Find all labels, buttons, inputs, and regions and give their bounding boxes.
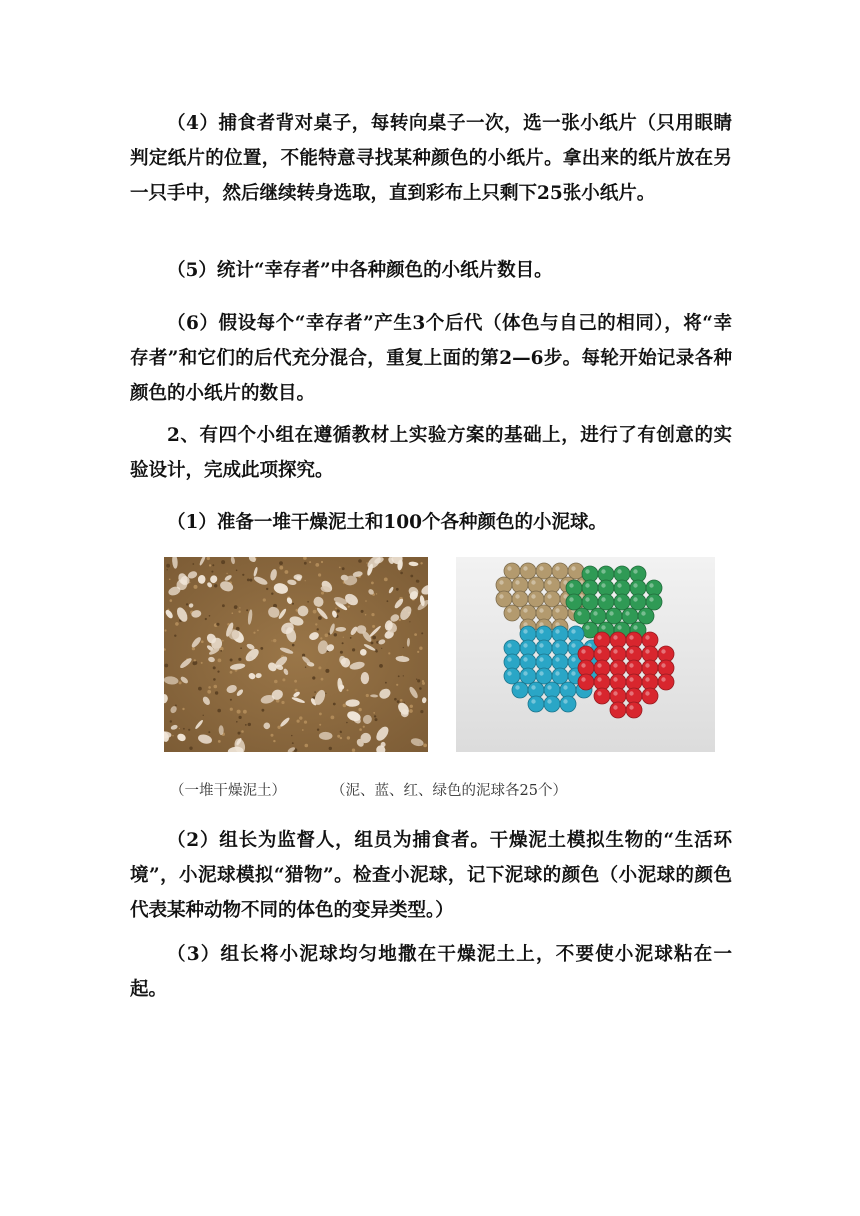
clay-ball [504,654,520,670]
clay-ball [536,626,552,642]
clay-ball [614,566,630,582]
clay-ball [646,594,662,610]
clay-balls-photo [456,557,715,752]
clay-ball [594,646,610,662]
clay-ball [560,682,576,698]
clay-ball [504,640,520,656]
clay-ball [606,608,622,624]
clay-ball [598,594,614,610]
clay-ball [610,702,626,718]
clay-ball [658,646,674,662]
paragraph-step-6: （6）假设每个“幸存者”产生3个后代（体色与自己的相同），将“幸存者”和它们的后代充分混合，重复上面的第2—6步。每轮开始记录各种颜色的小纸片的数目。 [130,313,732,404]
paragraph-prep-step-2: （2）组长为监督人，组员为捕食者。干燥泥土模拟生物的“生活环境”，小泥球模拟“猎物”。检查小泥球，记下泥球的颜色（小泥球的颜色代表某种动物不同的体色的变异类型。） [130,830,732,921]
dry-soil-photo [164,557,428,752]
clay-ball [544,696,560,712]
clay-ball [552,605,568,621]
clay-ball [626,702,642,718]
clay-ball [594,632,610,648]
clay-ball [520,626,536,642]
clay-ball [536,654,552,670]
clay-ball [626,674,642,690]
clay-ball [528,682,544,698]
clay-ball [582,594,598,610]
clay-ball [504,563,520,579]
clay-ball [528,591,544,607]
clay-ball [590,608,606,624]
clay-ball [504,668,520,684]
clay-ball [512,682,528,698]
clay-ball [544,591,560,607]
clay-ball [582,566,598,582]
clay-ball [642,688,658,704]
clay-ball [560,696,576,712]
clay-ball [578,660,594,676]
clay-ball [536,640,552,656]
clay-ball [642,660,658,676]
clay-ball [614,580,630,596]
clay-ball [496,591,512,607]
dry-soil-caption: （一堆干燥泥土） [170,783,286,799]
clay-ball [582,580,598,596]
clay-ball [598,566,614,582]
clay-ball [626,688,642,704]
clay-ball [568,563,584,579]
clay-balls-caption: （泥、蓝、红、绿色的泥球各25个） [331,783,567,799]
clay-ball [520,640,536,656]
clay-ball [578,646,594,662]
clay-ball [630,594,646,610]
clay-ball [598,580,614,596]
clay-ball [658,660,674,676]
clay-ball [578,674,594,690]
clay-ball [566,594,582,610]
clay-ball [512,577,528,593]
clay-ball [630,566,646,582]
clay-ball [630,580,646,596]
clay-ball [642,632,658,648]
clay-ball [610,632,626,648]
clay-ball [520,668,536,684]
clay-ball [594,674,610,690]
clay-ball [646,580,662,596]
clay-ball [642,646,658,662]
clay-ball [520,563,536,579]
clay-ball [536,605,552,621]
clay-ball [528,577,544,593]
clay-ball [622,608,638,624]
clay-ball [610,646,626,662]
paragraph-prep-step-3: （3）组长将小泥球均匀地撒在干燥泥土上，不要使小泥球粘在一起。 [130,944,732,1000]
clay-ball [536,668,552,684]
clay-ball [626,632,642,648]
clay-ball [594,660,610,676]
clay-ball [568,626,584,642]
clay-ball [504,605,520,621]
clay-ball [638,608,654,624]
clay-ball [544,577,560,593]
paragraph-prep-step-1: （1）准备一堆干燥泥土和100个各种颜色的小泥球。 [167,512,607,533]
paragraph-section-2: 2、有四个小组在遵循教材上实验方案的基础上，进行了有创意的实验设计，完成此项探究。 [130,425,732,481]
clay-ball [610,688,626,704]
clay-ball [642,674,658,690]
clay-ball [574,608,590,624]
clay-ball [610,674,626,690]
clay-ball [658,674,674,690]
clay-ball [552,563,568,579]
clay-ball [552,626,568,642]
clay-ball [614,594,630,610]
clay-ball [552,654,568,670]
clay-ball [566,580,582,596]
clay-ball [544,682,560,698]
clay-ball [520,605,536,621]
clay-ball [536,563,552,579]
clay-ball [528,696,544,712]
clay-ball [552,668,568,684]
clay-ball [594,688,610,704]
paragraph-step-4: （4）捕食者背对桌子，每转向桌子一次，选一张小纸片（只用眼睛判定纸片的位置，不能特意寻找某种颜色的小纸片。拿出来的纸片放在另一只手中，然后继续转身选取，直到彩布上只剩下25张小纸片。 [130,113,732,204]
clay-ball [610,660,626,676]
clay-ball [496,577,512,593]
clay-ball [626,660,642,676]
paragraph-step-5: （5）统计“幸存者”中各种颜色的小纸片数目。 [167,260,553,281]
clay-ball [626,646,642,662]
clay-ball [552,640,568,656]
clay-ball [520,654,536,670]
clay-ball [512,591,528,607]
